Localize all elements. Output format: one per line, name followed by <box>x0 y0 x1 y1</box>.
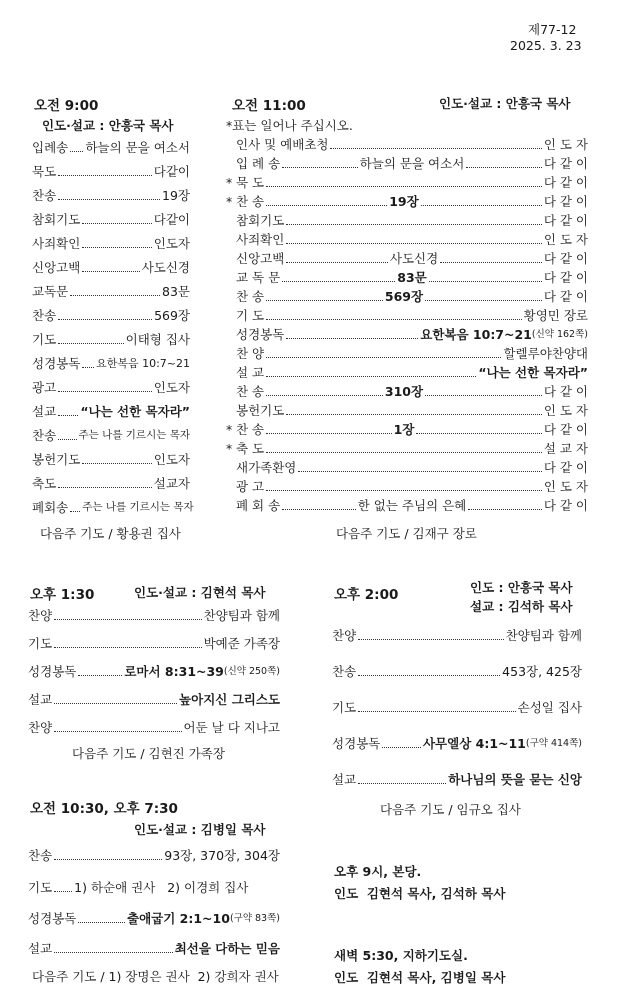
s11-row-12: 찬 양 할렐루야찬양대 <box>236 346 588 361</box>
s9-row-8: 찬송 569장 <box>32 308 190 323</box>
s200-leader-2: 설교 : 김석하 목사 <box>470 599 573 614</box>
s9-row-2: 묵도 다같이 <box>32 164 190 179</box>
s1030-leader: 인도·설교 : 김병일 목사 <box>134 822 266 837</box>
s11-row-18: 새가족환영 다 같 이 <box>236 460 588 475</box>
s9-row-16: 폐회송 주는 나를 기르시는 목자 <box>32 500 194 515</box>
s9-row-1: 입례송 하늘의 문을 여소서 <box>32 140 190 155</box>
s11-standing-note: *표는 일어나 주십시오. <box>226 118 353 133</box>
s9pm-leader: 인도 김현석 목사, 김석하 목사 <box>334 886 506 901</box>
s11-row-6: 사죄확인 인 도 자 <box>236 232 588 247</box>
s1030-next-prayer: 다음주 기도 / 1) 장명은 권사 2) 강희자 권사 <box>32 969 279 984</box>
s9-row-11: 광고 인도자 <box>32 380 190 395</box>
s11-title: 오전 11:00 <box>232 98 306 114</box>
s9-row-12: 설교 “나는 선한 목자라” <box>32 404 190 419</box>
s130-row-3: 성경봉독 로마서 8:31~39 (신약 250쪽) <box>28 664 280 679</box>
s1030-title: 오전 10:30, 오후 7:30 <box>30 801 178 817</box>
s1030-row-4: 설교 최선을 다하는 믿음 <box>28 941 280 956</box>
s9-row-13: 찬송 주는 나를 기르시는 목자 <box>32 428 190 443</box>
bulletin-date: 2025. 3. 23 <box>510 38 582 53</box>
s11-row-1: 인사 및 예배초청 인 도 자 <box>236 137 588 152</box>
s200-leader-1: 인도 : 안흥국 목사 <box>470 580 573 595</box>
s130-row-4: 설교 높아지신 그리스도 <box>28 692 280 707</box>
s11-row-13: 설 교 “나는 선한 목자라” <box>236 365 588 380</box>
s9-leader: 인도·설교 : 안흥국 목사 <box>42 118 174 133</box>
s11-row-11: 성경봉독 요한복음 10:7~21 (신약 162쪽) <box>236 327 588 342</box>
s11-row-17: * 축 도 설 교 자 <box>226 441 588 456</box>
s11-row-14: 찬 송 310장 다 같 이 <box>236 384 589 399</box>
s9-row-4: 참회기도 다같이 <box>32 212 190 227</box>
s11-row-15: 봉헌기도 인 도 자 <box>236 403 588 418</box>
s130-title: 오후 1:30 <box>30 587 95 603</box>
s130-next-prayer: 다음주 기도 / 김현진 가족장 <box>72 746 225 761</box>
s11-row-3: * 묵 도 다 같 이 <box>226 175 588 190</box>
s530-title: 새벽 5:30, 지하기도실. <box>334 948 468 963</box>
s1030-row-3: 성경봉독 출애굽기 2:1~10 (구약 83쪽) <box>28 911 280 926</box>
s9-title: 오전 9:00 <box>34 98 99 114</box>
s11-row-2: 입 례 송 하늘의 문을 여소서 다 같 이 <box>236 156 588 171</box>
s1030-row-1: 찬송 93장, 370장, 304장 <box>28 848 280 863</box>
s9-row-15: 축도 설교자 <box>32 476 190 491</box>
s9-row-5: 사죄확인 인도자 <box>32 236 190 251</box>
s200-next-prayer: 다음주 기도 / 임규오 집사 <box>380 802 521 817</box>
s11-row-8: 교 독 문 83문 다 같 이 <box>236 270 589 285</box>
s130-row-5: 찬양 어둔 날 다 지나고 <box>28 720 280 735</box>
s11-row-20: 폐 회 송 한 없는 주님의 은혜 다 같 이 <box>236 498 588 513</box>
s11-next-prayer: 다음주 기도 / 김재구 장로 <box>336 526 477 541</box>
s11-row-9: 찬 송 569장 다 같 이 <box>236 289 589 304</box>
s130-row-2: 기도 박예준 가족장 <box>28 636 280 651</box>
s200-row-4: 성경봉독 사무엘상 4:1~11 (구약 414쪽) <box>332 736 582 751</box>
s11-row-10: 기 도 황영민 장로 <box>236 308 588 323</box>
s11-row-7: 신앙고백 사도신경 다 같 이 <box>236 251 588 266</box>
s9-row-10: 성경봉독 요한복음 10:7~21 <box>32 356 190 371</box>
s11-row-16: * 찬 송 1장 다 같 이 <box>226 422 588 437</box>
s11-row-5: 참회기도 다 같 이 <box>236 213 588 228</box>
s11-row-19: 광 고 인 도 자 <box>236 479 588 494</box>
s200-row-3: 기도 손성일 집사 <box>332 700 582 715</box>
s9-row-9: 기도 이태형 집사 <box>32 332 190 347</box>
s200-row-2: 찬송 453장, 425장 <box>332 664 582 679</box>
s530-leader: 인도 김현석 목사, 김병일 목사 <box>334 970 506 985</box>
s200-row-5: 설교 하나님의 뜻을 묻는 신앙 <box>332 772 582 787</box>
s11-row-4: * 찬 송 19장 다 같 이 <box>226 194 589 209</box>
s9pm-title: 오후 9시, 본당. <box>334 864 422 879</box>
s11-leader: 인도·설교 : 안흥국 목사 <box>439 96 571 111</box>
s9-next-prayer: 다음주 기도 / 황용권 집사 <box>40 526 181 541</box>
s200-title: 오후 2:00 <box>334 587 399 603</box>
bulletin-number: 제77-12 <box>528 22 577 37</box>
s1030-row-2: 기도 1) 하순애 권사 2) 이경희 집사 <box>28 880 249 895</box>
s9-row-14: 봉헌기도 인도자 <box>32 452 190 467</box>
s9-row-6: 신앙고백 사도신경 <box>32 260 190 275</box>
s130-row-1: 찬양 찬양팀과 함께 <box>28 608 280 623</box>
s9-row-7: 교독문 83문 <box>32 284 190 299</box>
s200-row-1: 찬양 찬양팀과 함께 <box>332 628 582 643</box>
s130-leader: 인도·설교 : 김현석 목사 <box>134 585 266 600</box>
s9-row-3: 찬송 19장 <box>32 188 190 203</box>
